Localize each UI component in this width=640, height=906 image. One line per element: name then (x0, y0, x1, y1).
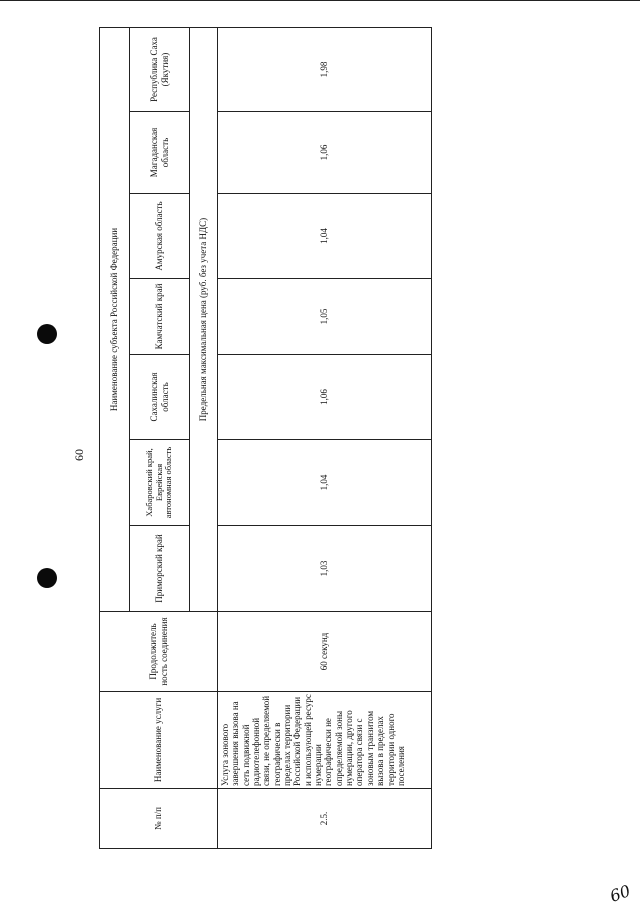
header-num: № п/п (100, 789, 218, 849)
header-region-khabarovsk: Хабаровский край, Еврейская автономная область (130, 440, 190, 526)
header-region-primorsky: Приморский край (130, 526, 190, 612)
header-region-magadan: Магаданская область (130, 112, 190, 194)
header-duration: Продолжитель ность соединения (100, 612, 218, 692)
header-region-sakha: Республика Саха (Якутия) (130, 28, 190, 112)
header-region-amur: Амурская область (130, 194, 190, 279)
row-duration: 60 секунд (218, 612, 432, 692)
tariff-table-rotated (99, 28, 432, 849)
header-region-sakhalin: Сахалинская область (130, 355, 190, 440)
row-value-amur: 1,04 (218, 194, 432, 279)
binder-hole-upper (37, 324, 57, 344)
row-value-khabarovsk: 1,04 (218, 440, 432, 526)
row-value-magadan: 1,06 (218, 112, 432, 194)
row-value-sakha: 1,98 (218, 28, 432, 112)
header-price-note: Предельная максимальная цена (руб. без учета НДС) (190, 28, 218, 612)
row-value-kamchatka: 1,05 (218, 279, 432, 355)
header-service: Наименование услуги (100, 692, 218, 789)
row-num: 2.5. (218, 789, 432, 849)
row-value-primorsky: 1,03 (218, 526, 432, 612)
tariff-table (99, 27, 432, 849)
header-region-kamchatka: Камчатский край (130, 279, 190, 355)
row-service-name: Услуга зонового завершения вызова на сеть подвижной радиотелефонной связи, не определяемой географически в пределах территории Российской Федерации и использующей ресурс нумерации географически не определяемой зоны нумерации, другого оператора связи с зоновым транзитом вызова в пределах территории одного поселения (218, 692, 432, 789)
page-number: 60 (72, 449, 86, 461)
row-value-sakhalin: 1,06 (218, 355, 432, 440)
header-subject-group: Наименование субъекта Российской Федерации (100, 28, 130, 612)
binder-hole-lower (37, 568, 57, 588)
handwritten-page-mark: 60 (607, 881, 633, 906)
top-edge-line (0, 0, 640, 1)
